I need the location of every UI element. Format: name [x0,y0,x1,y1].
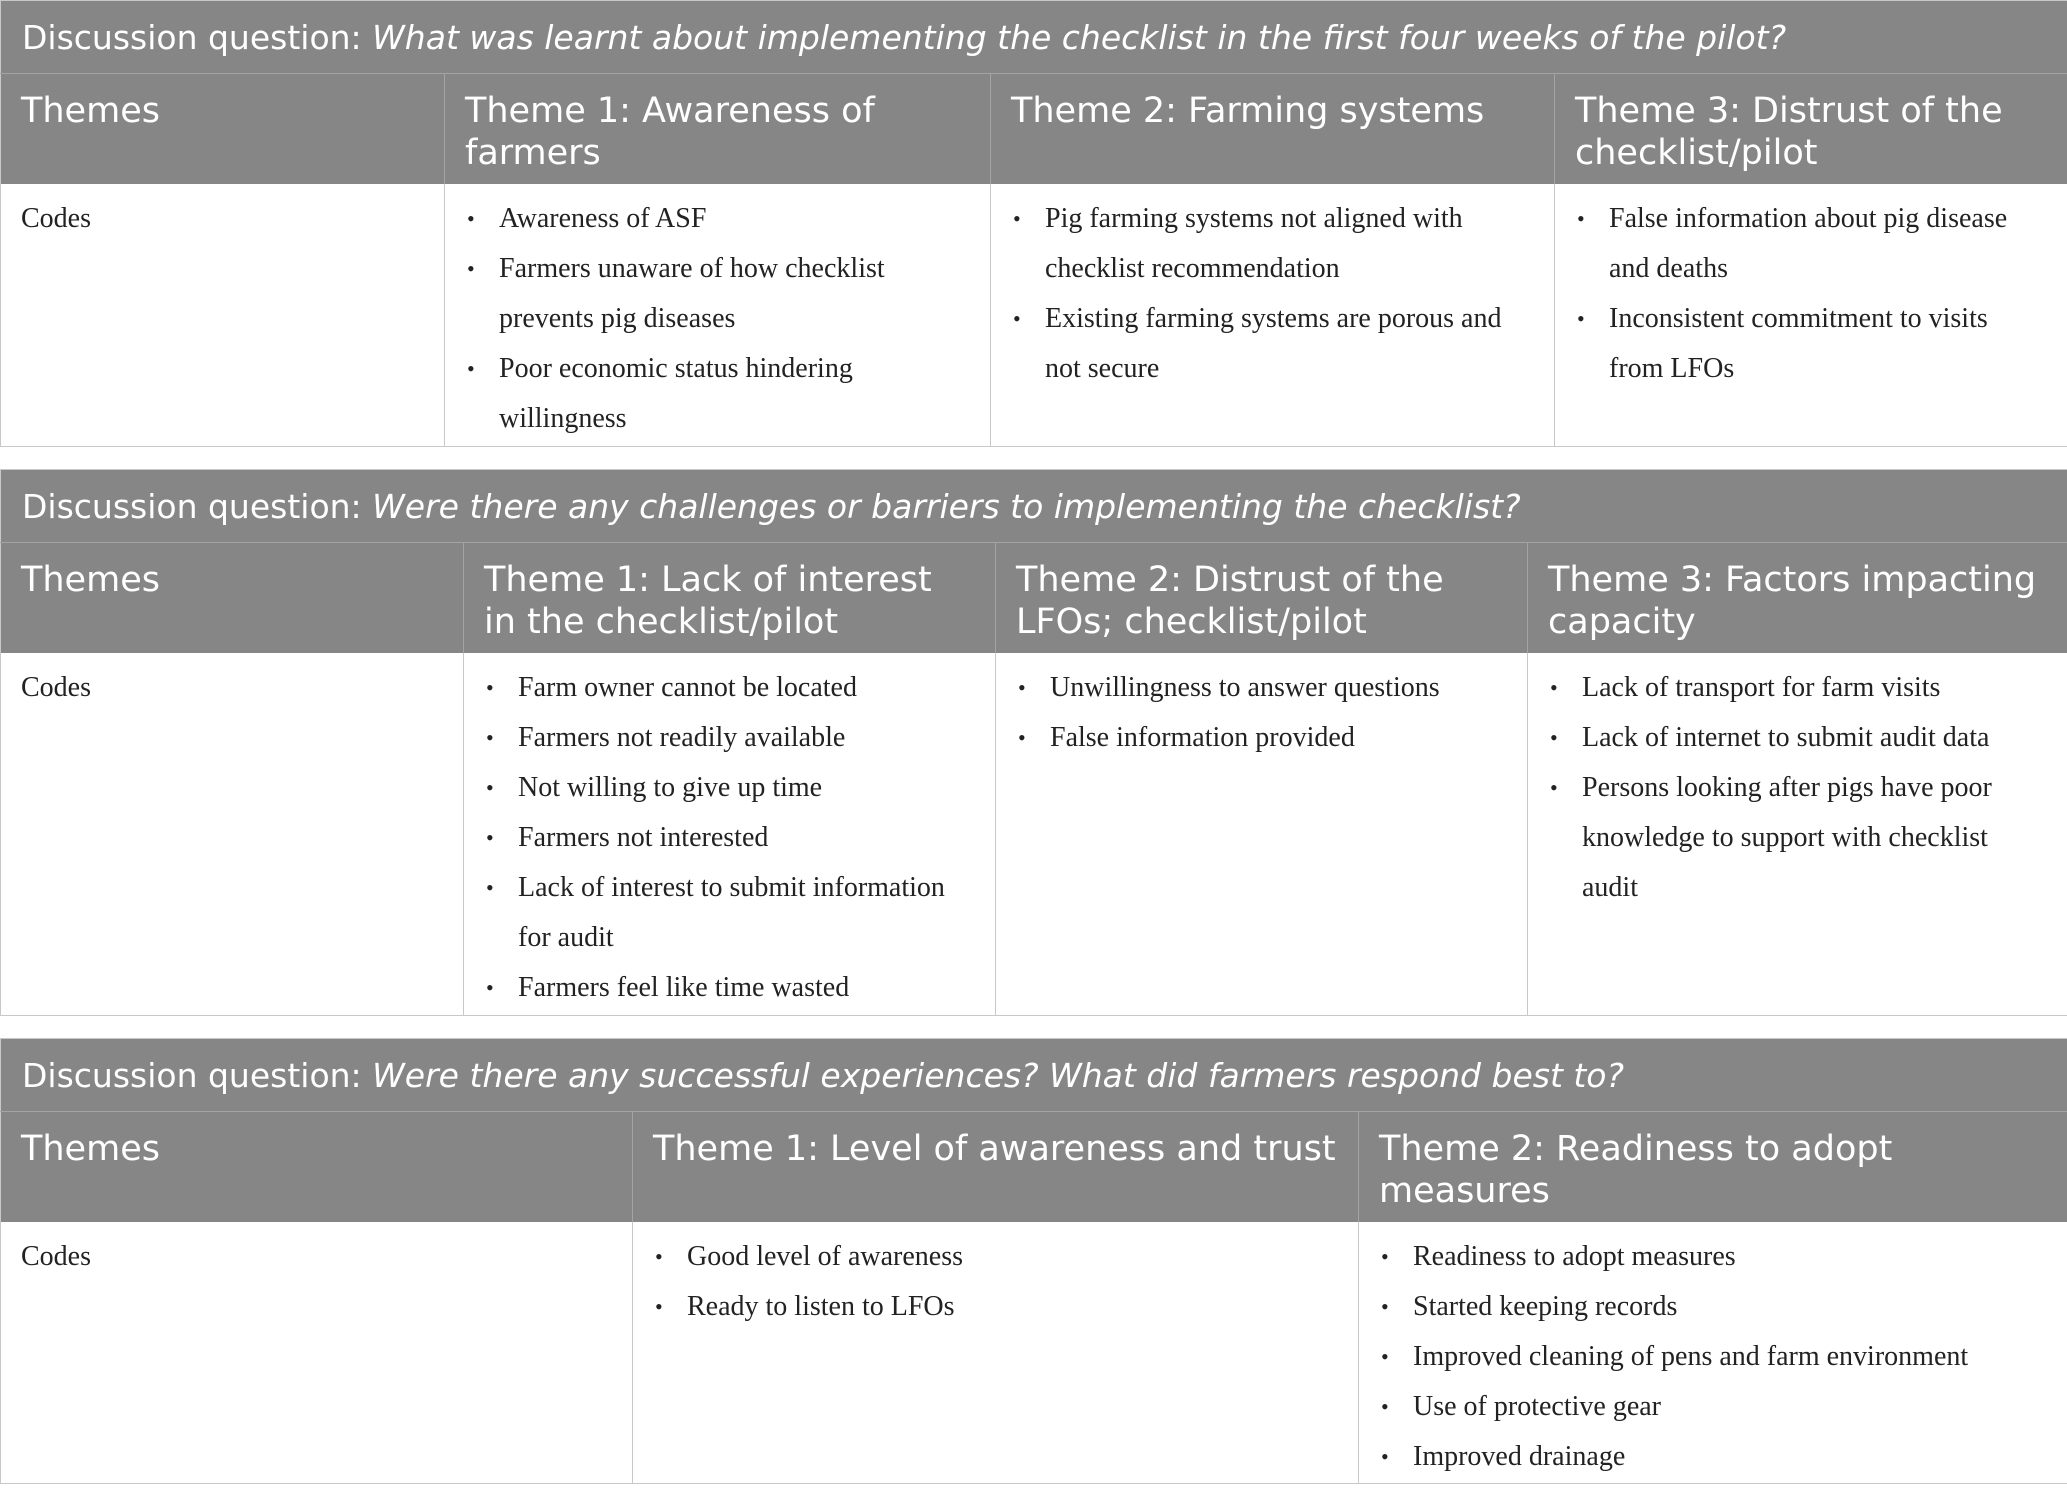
discussion-question [1,1039,2067,1112]
codes-label: Codes [1,1222,633,1484]
discussion-question [1,470,2067,543]
code-item: • Lack of interest to submit information for audit [484,863,975,963]
codes-cell [633,1222,1359,1484]
code-item: • Farmers unaware of how checklist prevents pig diseases [465,244,970,344]
code-item: • Lack of internet to submit audit data [1548,713,2047,763]
code-item: • Improved drainage [1379,1432,2047,1482]
question-prefix: Discussion question: [22,17,373,57]
theme-heading: Theme 1: Lack of interest in the checklist/pilot [464,543,996,653]
question-text: Were there any successful experiences? What did farmers respond best to? [372,1055,1625,1095]
question-row [1,1,2067,74]
discussion-question [1,1,2067,74]
code-item: • Improved cleaning of pens and farm environment [1379,1332,2047,1382]
code-item: • False information provided [1016,713,1507,763]
themes-header-row [1,74,2067,184]
codes-cell [1359,1222,2067,1484]
code-item: • Awareness of ASF [465,194,970,244]
codes-row [1,653,2067,1016]
code-item: • Inconsistent commitment to visits from LFOs [1575,294,2047,394]
codes-cell [1555,184,2067,447]
code-item: • Persons looking after pigs have poor knowledge to support with checklist audit [1548,763,2047,913]
code-item: • Readiness to adopt measures [1379,1232,2047,1282]
codes-list [1548,663,2047,913]
code-item: • Farm owner cannot be located [484,663,975,713]
codes-label: Codes [1,184,445,447]
codes-list [653,1232,1338,1332]
code-item: • Started keeping records [1379,1282,2047,1332]
theme-heading: Theme 2: Distrust of the LFOs; checklist/pilot [996,543,1528,653]
themes-label: Themes [1,1112,633,1222]
code-item: • Farmers feel like time wasted [484,963,975,1013]
question-text: What was learnt about implementing the checklist in the first four weeks of the pilot? [372,17,1787,57]
theme-heading: Theme 3: Factors impacting capacity [1528,543,2067,653]
question-row [1,1039,2067,1112]
code-item: • Lack of transport for farm visits [1548,663,2047,713]
question-text: Were there any challenges or barriers to implementing the checklist? [372,486,1521,526]
themes-label: Themes [1,543,464,653]
codes-label: Codes [1,653,464,1016]
themes-header-row [1,543,2067,653]
codes-list [1011,194,1534,394]
codes-list [465,194,970,444]
codes-cell [445,184,991,447]
code-item: • Use of protective gear [1379,1382,2047,1432]
code-item: • Pig farming systems not aligned with checklist recommendation [1011,194,1534,294]
code-item: • Farmers not interested [484,813,975,863]
code-item: • Ready to listen to LFOs [653,1282,1338,1332]
theme-heading: Theme 2: Farming systems [991,74,1555,184]
themes-table-3 [0,1038,2067,1484]
theme-heading: Theme 3: Distrust of the checklist/pilot [1555,74,2067,184]
code-item: • False information about pig disease and deaths [1575,194,2047,294]
codes-cell [464,653,996,1016]
codes-cell [996,653,1528,1016]
codes-list [1016,663,1507,763]
codes-row [1,1222,2067,1484]
code-item: • Good level of awareness [653,1232,1338,1282]
theme-heading: Theme 2: Readiness to adopt measures [1359,1112,2067,1222]
code-item: • Existing farming systems are porous and not secure [1011,294,1534,394]
codes-cell [991,184,1555,447]
question-prefix: Discussion question: [22,486,373,526]
theme-heading: Theme 1: Level of awareness and trust [633,1112,1359,1222]
themes-label: Themes [1,74,445,184]
codes-row [1,184,2067,447]
codes-list [484,663,975,1013]
codes-list [1575,194,2047,394]
themes-table-2 [0,469,2067,1016]
code-item: • Not willing to give up time [484,763,975,813]
themes-table-1 [0,0,2067,447]
question-prefix: Discussion question: [22,1055,373,1095]
code-item: • Poor economic status hindering willingness [465,344,970,444]
theme-heading: Theme 1: Awareness of farmers [445,74,991,184]
code-item: • Farmers not readily available [484,713,975,763]
code-item: • Unwillingness to answer questions [1016,663,1507,713]
themes-header-row [1,1112,2067,1222]
codes-cell [1528,653,2067,1016]
codes-list [1379,1232,2047,1482]
question-row [1,470,2067,543]
